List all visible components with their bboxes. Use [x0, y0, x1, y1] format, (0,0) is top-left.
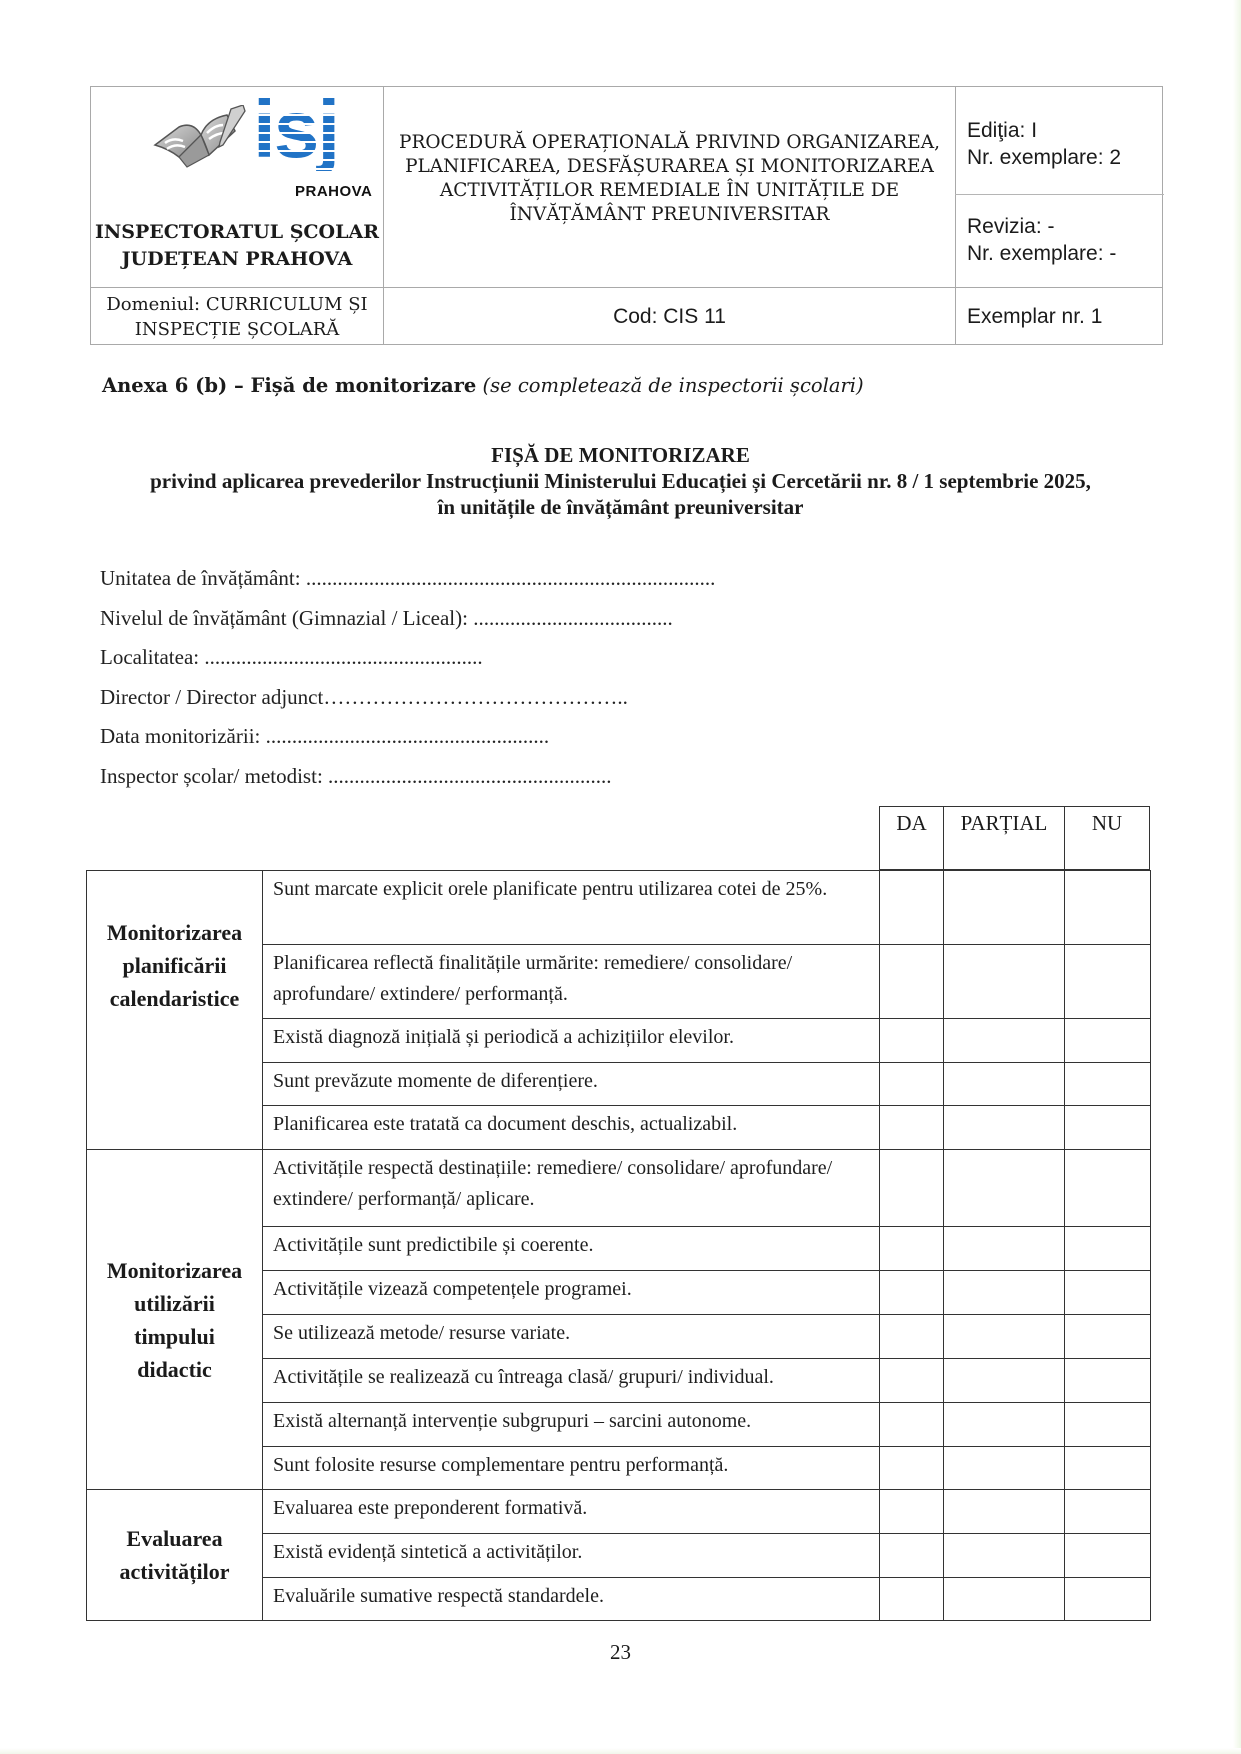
table-row: [87, 1150, 1151, 1227]
checkbox-partial[interactable]: [944, 1359, 1065, 1403]
checkbox-partial[interactable]: [944, 1578, 1065, 1621]
domain-cell: [91, 287, 383, 346]
category-line: Monitorizarea: [106, 919, 243, 945]
checkbox-nu[interactable]: [1065, 1019, 1151, 1063]
checkbox-da[interactable]: [880, 1403, 944, 1447]
field-monitoring-date[interactable]: [100, 724, 715, 764]
divider: [955, 194, 1164, 195]
checkbox-nu[interactable]: [1065, 1315, 1151, 1359]
table-row: [87, 871, 1151, 945]
checkbox-da[interactable]: [880, 1490, 944, 1534]
category-line: didactic: [137, 1356, 212, 1382]
checkbox-nu[interactable]: [1065, 1227, 1151, 1271]
criterion: Sunt prevăzute momente de diferențiere.: [263, 1063, 880, 1106]
field-label: Localitatea:: [100, 645, 200, 669]
checkbox-nu[interactable]: [1065, 945, 1151, 1019]
checkbox-partial[interactable]: [944, 945, 1065, 1019]
edition-copies: Nr. exemplare: 2: [967, 146, 1122, 169]
edition-label: Ediţia: I: [967, 119, 1038, 142]
category-line: Evaluarea: [126, 1526, 223, 1551]
checkbox-nu[interactable]: [1065, 871, 1151, 945]
checkbox-partial[interactable]: [944, 1315, 1065, 1359]
checkbox-nu[interactable]: [1065, 1403, 1151, 1447]
field-locality[interactable]: [100, 645, 715, 685]
checkbox-nu[interactable]: [1065, 1534, 1151, 1578]
criterion: Există alternanță intervenție subgrupuri – sarcini autonome.: [263, 1403, 880, 1447]
checkbox-da[interactable]: [880, 1150, 944, 1227]
checkbox-da[interactable]: [880, 1019, 944, 1063]
checkbox-da[interactable]: [880, 1227, 944, 1271]
checkbox-nu[interactable]: [1065, 1359, 1151, 1403]
category-line: Monitorizarea: [106, 1257, 243, 1283]
checkbox-partial[interactable]: [944, 1490, 1065, 1534]
checkbox-da[interactable]: [880, 1063, 944, 1106]
page-number: 23: [610, 1640, 631, 1664]
checkbox-nu[interactable]: [1065, 1063, 1151, 1106]
revision-copies: Nr. exemplare: -: [967, 242, 1117, 265]
domain-line: Domeniul: CURRICULUM ȘI: [106, 294, 368, 315]
revision-info: [967, 213, 1116, 267]
checkbox-nu[interactable]: [1065, 1490, 1151, 1534]
checkbox-partial[interactable]: [944, 871, 1065, 945]
field-label: Data monitorizării:: [100, 724, 261, 748]
category-evaluation: [87, 1490, 263, 1621]
checkbox-partial[interactable]: [944, 1227, 1065, 1271]
checkbox-da[interactable]: [880, 1271, 944, 1315]
field-blank[interactable]: ..............................................................................: [305, 566, 716, 590]
procedure-title-line: ÎNVĂȚĂMÂNT PREUNIVERSITAR: [509, 204, 830, 225]
category-line: planificării: [122, 952, 227, 978]
organization-name: [91, 219, 383, 273]
checkbox-nu[interactable]: [1065, 1447, 1151, 1490]
criterion: Există evidență sintetică a activităților.: [263, 1534, 880, 1578]
checkbox-partial[interactable]: [944, 1063, 1065, 1106]
checkbox-da[interactable]: [880, 1578, 944, 1621]
criterion: Sunt folosite resurse complementare pentru performanță.: [263, 1447, 880, 1490]
category-line: activităților: [119, 1559, 230, 1584]
field-label: Nivelul de învățământ (Gimnazial / Liceal):: [100, 605, 468, 630]
annex-note: (se completează de inspectorii școlari): [482, 374, 864, 397]
field-school-unit[interactable]: [100, 566, 715, 606]
domain-line: INSPECȚIE ȘCOLARĂ: [134, 319, 340, 340]
form-title-subtitle: în unitățile de învățământ preuniversitar: [437, 495, 804, 519]
field-blank[interactable]: ......................................: [473, 605, 673, 630]
field-label: Director / Director adjunct: [100, 684, 324, 709]
checkbox-partial[interactable]: [944, 1534, 1065, 1578]
criterion: Planificarea este tratată ca document deschis, actualizabil.: [263, 1106, 880, 1150]
form-fields: [100, 566, 715, 803]
monitoring-checklist-table: [86, 870, 1151, 1621]
checkbox-da[interactable]: [880, 945, 944, 1019]
organization-line: INSPECTORATUL ȘCOLAR: [94, 221, 380, 243]
criterion: Evaluarea este preponderent formativă.: [263, 1490, 880, 1534]
criterion: Planificarea reflectă finalitățile urmărite: remediere/ consolidare/ aprofundare/ extindere/ performanță.: [263, 945, 880, 1019]
form-title-subtitle: privind aplicarea prevederilor Instrucțiunii Ministerului Educației și Cercetării nr. 8 / 1 septembrie 2025,: [150, 469, 1091, 493]
open-book-pen-icon: [149, 105, 249, 175]
checkbox-nu[interactable]: [1065, 1271, 1151, 1315]
field-blank[interactable]: ......................................................: [265, 724, 550, 748]
checkbox-nu[interactable]: [1065, 1578, 1151, 1621]
scan-edge: [1233, 0, 1241, 1754]
logo-wordmark: isj: [253, 84, 339, 175]
document-header-table: [90, 86, 1163, 345]
field-blank[interactable]: .....................................................: [204, 645, 483, 669]
column-header-nu: NU: [1091, 811, 1123, 835]
scan-edge: [0, 1748, 1241, 1754]
annex-heading: [102, 374, 864, 397]
procedure-title-line: PLANIFICAREA, DESFĂȘURAREA ȘI MONITORIZAREA: [405, 156, 934, 177]
logo-subtitle: PRAHOVA: [295, 183, 373, 200]
checkbox-da[interactable]: [880, 1534, 944, 1578]
procedure-title-line: PROCEDURĂ OPERAȚIONALĂ PRIVIND ORGANIZAREA,: [399, 132, 940, 153]
checkbox-partial[interactable]: [944, 1150, 1065, 1227]
form-title: [0, 442, 1241, 520]
category-line: calendaristice: [109, 985, 240, 1011]
field-education-level[interactable]: [100, 606, 715, 646]
field-label: Inspector școlar/ metodist:: [100, 763, 323, 788]
field-blank[interactable]: ......................................................: [328, 763, 612, 788]
field-blank[interactable]: ……………………………………..: [323, 684, 628, 709]
organization-line: JUDEȚEAN PRAHOVA: [121, 248, 353, 270]
procedure-title: [384, 131, 955, 227]
criterion: Activitățile vizează competențele programei.: [263, 1271, 880, 1315]
form-title-main: FIȘĂ DE MONITORIZARE: [491, 443, 750, 467]
table-row: [87, 1490, 1151, 1534]
checkbox-da[interactable]: [880, 1447, 944, 1490]
checkbox-nu[interactable]: [1065, 1106, 1151, 1150]
criterion: Activitățile respectă destinațiile: remediere/ consolidare/ aprofundare/ extindere/ performanță/ aplicare.: [263, 1150, 880, 1227]
checkbox-nu[interactable]: [1065, 1150, 1151, 1227]
checkbox-partial[interactable]: [944, 1447, 1065, 1490]
copy-number: Exemplar nr. 1: [967, 304, 1103, 328]
criterion: Sunt marcate explicit orele planificate pentru utilizarea cotei de 25%.: [263, 871, 880, 945]
divider: [955, 87, 956, 344]
checkbox-da[interactable]: [880, 1106, 944, 1150]
column-header-da: DA: [880, 807, 944, 869]
criterion: Activitățile sunt predictibile și coerente.: [263, 1227, 880, 1271]
category-planning: [87, 871, 263, 1150]
criterion: Evaluările sumative respectă standardele.: [263, 1578, 880, 1621]
checkbox-partial[interactable]: [944, 1106, 1065, 1150]
field-inspector[interactable]: [100, 764, 715, 804]
checkbox-da[interactable]: [880, 1315, 944, 1359]
criterion: Activitățile se realizează cu întreaga clasă/ grupuri/ individual.: [263, 1359, 880, 1403]
checkbox-da[interactable]: [880, 871, 944, 945]
category-line: utilizării: [134, 1290, 215, 1316]
field-label: Unitatea de învățământ:: [100, 566, 301, 590]
checkbox-partial[interactable]: [944, 1271, 1065, 1315]
field-director[interactable]: [100, 685, 715, 725]
column-header-partial: PARȚIAL: [944, 807, 1065, 869]
criterion: Se utilizează metode/ resurse variate.: [263, 1315, 880, 1359]
edition-info: [967, 117, 1121, 171]
checkbox-da[interactable]: [880, 1359, 944, 1403]
category-line: timpului: [134, 1323, 215, 1349]
criterion: Există diagnoză inițială și periodică a achizițiilor elevilor.: [263, 1019, 880, 1063]
annex-label: Anexa 6 (b) – Fișă de monitorizare: [102, 374, 477, 397]
revision-label: Revizia: -: [967, 215, 1055, 238]
procedure-title-line: ACTIVITĂȚILOR REMEDIALE ÎN UNITĂȚILE DE: [439, 180, 900, 201]
isj-logo: [149, 84, 373, 200]
checkbox-partial[interactable]: [944, 1403, 1065, 1447]
answer-column-headers: [879, 806, 1150, 870]
checkbox-partial[interactable]: [944, 1019, 1065, 1063]
category-teaching-time: [87, 1150, 263, 1490]
procedure-code: Cod: CIS 11: [613, 304, 726, 328]
